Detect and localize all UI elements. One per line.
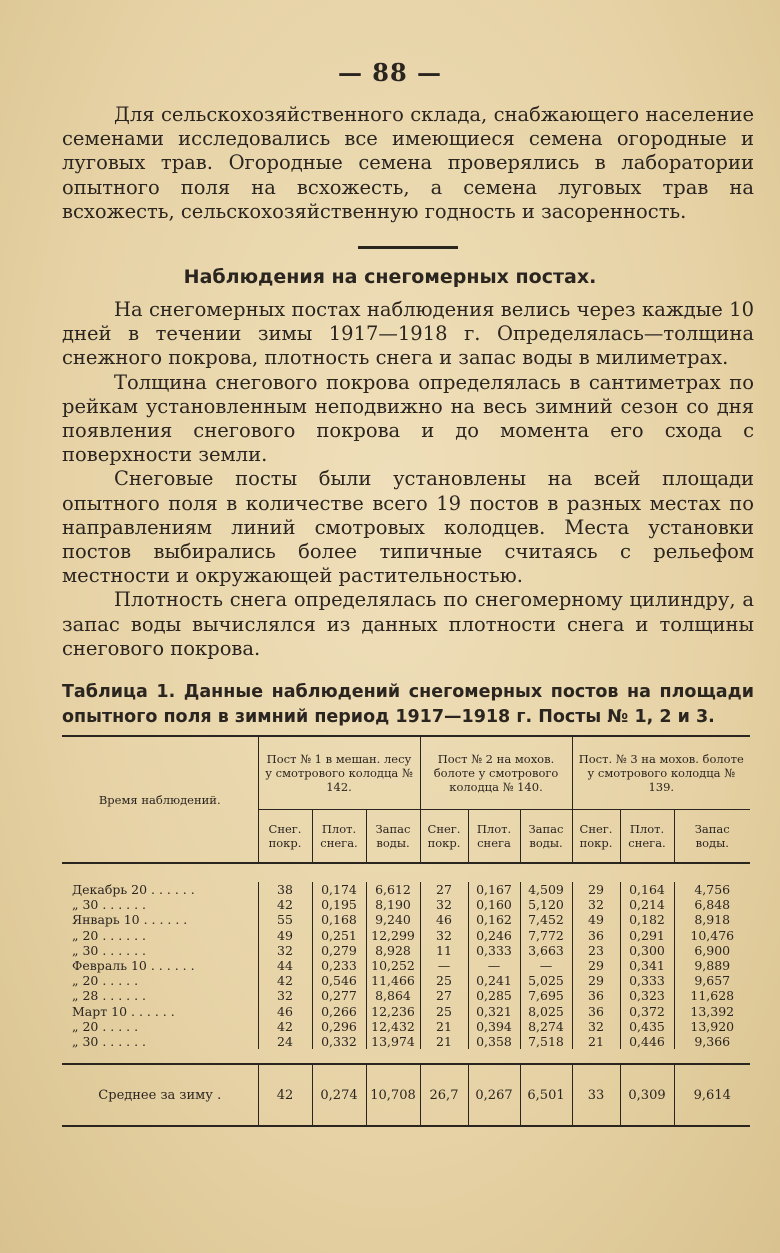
table-cell: — [420,958,468,973]
body-paragraph: Плотность снега определялась по снегомерному цилиндру, а запас воды вычислялся из данных плотности снега и толщины снегового покрова. [62,588,754,660]
table-cell: 8,928 [366,943,420,958]
table-cell: 42 [258,897,312,912]
average-row [62,1064,750,1126]
table-cell: 0,291 [620,928,674,943]
body-paragraph: Толщина снегового покрова определялась в сантиметрах по рейкам установленным неподвижно на весь зимний сезон со дня появления снегового покрова и до момента его схода с поверхности земли. [62,370,754,467]
table-cell: 9,366 [694,1033,731,1049]
table-cell: 25 [420,973,468,988]
table-cell: 32 [258,988,312,1003]
column-header: Снег. покр. [572,810,620,864]
table-cell: 25 [420,1004,468,1019]
table-cell: 6,900 [694,942,731,958]
body-paragraph: Снеговые посты были установлены на всей площади опытного поля в количестве всего 19 постов в разных местах по направлениям линий смотровых колодцев. Места установки постов выбирались более типичные считаясь с рельефом местности и окружающей растительностью. [62,467,754,588]
table-cell: 38 [258,882,312,897]
row-time-label: Февраль 10 . . . . . . [62,958,258,973]
table-cell: 44 [258,958,312,973]
table-cell: 7,452 [520,912,572,927]
table-cell: 12,236 [366,1004,420,1019]
group-header-post-1: Пост № 1 в мешан. лесу у смотрового колодца № 142. [258,736,420,810]
table-cell: 0,372 [620,1004,674,1019]
table-cell: 0,341 [620,958,674,973]
table-cell: 8,025 [520,1004,572,1019]
table-cell: 42 [258,1064,312,1126]
column-header: Запас воды. [520,810,572,864]
section-divider [358,246,458,249]
table-cell: 36 [572,1004,620,1019]
column-header: Запас воды. [366,810,420,864]
page-number: — 88 — [337,58,443,87]
table-cell: 0,279 [312,943,366,958]
column-header: Плот. снега. [312,810,366,864]
table-cell: 12,432 [366,1019,420,1034]
column-header: Плот. снега [468,810,520,864]
table-cell: 3,663 [520,943,572,958]
table-row [62,1004,750,1019]
column-header: Запас воды. [694,822,730,850]
column-header: Плот. снега. [620,810,674,864]
table-cell: 0,333 [468,943,520,958]
table-cell: 0,285 [468,988,520,1003]
table-cell: 10,252 [366,958,420,973]
table-cell: 9,614 [693,1087,731,1103]
table-cell: 0,300 [620,943,674,958]
table-cell: 36 [572,928,620,943]
table-cell: 29 [572,973,620,988]
table-cell: 0,333 [620,973,674,988]
intro-paragraph: Для сельскохозяйственного склада, снабжающего население семенами исследовались все имеющиеся семена огородные и луговых трав. Огородные семена проверялись в лаборатории опытного поля на всхожесть, а семена луговых трав на всхожесть, сельскохозяйственную годность и засоренность. [62,103,754,223]
row-time-label: „ 20 . . . . . [62,973,258,988]
table-cell: 0,241 [468,973,520,988]
body-text [62,298,754,661]
table-cell: 11,628 [690,988,735,1004]
table-cell: 11,466 [366,973,420,988]
table-cell: 24 [258,1034,312,1049]
table-caption: Таблица 1. Данные наблюдений снегомерных постов на площади опытного поля в зимний период 1917—1918 г. Посты № 1, 2 и 3. [62,682,754,727]
table-cell: 0,309 [620,1064,674,1126]
table-cell: 32 [258,943,312,958]
table-cell: 5,120 [520,897,572,912]
table-cell: 0,274 [312,1064,366,1126]
table-cell: 6,612 [366,882,420,897]
table-row [62,897,750,912]
table-cell: 46 [420,912,468,927]
table-cell: 0,246 [468,928,520,943]
table-cell: 55 [258,912,312,927]
table-row [62,882,750,897]
table-body [62,882,750,1049]
table-cell: 23 [572,943,620,958]
table-cell: 0,321 [468,1004,520,1019]
table-cell: 42 [258,973,312,988]
table-cell: 13,392 [690,1003,735,1019]
table-cell: — [468,958,520,973]
table-cell: 9,889 [694,958,731,974]
table-cell: 8,918 [694,912,731,928]
table-row [62,928,750,943]
table-cell: 7,695 [520,988,572,1003]
group-header-post-2: Пост № 2 на мохов. болоте у смотрового колодца № 140. [420,736,572,810]
table-cell: 42 [258,1019,312,1034]
section-heading: Наблюдения на снегомерных постах. [183,266,597,288]
column-header: Снег. покр. [420,810,468,864]
group-header-post-3: Пост. № 3 на мохов. болоте у смотрового колодца № 139. [578,752,744,794]
table-cell: 33 [572,1064,620,1126]
table-cell: 0,167 [468,882,520,897]
table-cell: 0,546 [312,973,366,988]
table-cell: 7,772 [520,928,572,943]
table-cell: 0,277 [312,988,366,1003]
table-cell: 5,025 [520,973,572,988]
row-time-label: Март 10 . . . . . . [62,1004,258,1019]
table-cell: 8,864 [366,988,420,1003]
table-cell: 9,657 [694,973,731,989]
average-label: Среднее за зиму . [62,1064,258,1126]
table-cell: 21 [420,1034,468,1049]
table-cell: 4,756 [694,882,731,898]
table-cell: 0,182 [620,912,674,927]
table-row [62,988,750,1003]
table-cell: 0,160 [468,897,520,912]
table-row [62,973,750,988]
table-cell: 0,162 [468,912,520,927]
table-cell: 11 [420,943,468,958]
table-cell: 32 [420,928,468,943]
table-cell: 6,848 [694,897,731,913]
table-cell: 26,7 [420,1064,468,1126]
table-cell: 32 [572,897,620,912]
row-time-label: „ 30 . . . . . . [62,943,258,958]
table-cell: 0,174 [312,882,366,897]
table-cell: 8,274 [520,1019,572,1034]
body-paragraph: На снегомерных постах наблюдения велись через каждые 10 дней в течении зимы 1917—1918 г. Определялась—толщина снежного покрова, плотность снега и запас воды в милиметрах. [62,298,754,370]
table-cell: 21 [572,1034,620,1049]
table-row [62,1019,750,1034]
table-row [62,1034,750,1049]
table-cell: 21 [420,1019,468,1034]
table-cell: 0,195 [312,897,366,912]
table-cell: 0,233 [312,958,366,973]
table-cell: 32 [572,1019,620,1034]
table-cell: 29 [572,882,620,897]
table-cell: 7,518 [520,1034,572,1049]
row-time-label: „ 28 . . . . . . [62,988,258,1003]
row-time-label: Январь 10 . . . . . . [62,912,258,927]
table-cell: 13,974 [366,1034,420,1049]
table-cell: 6,501 [520,1064,572,1126]
table-cell: 0,214 [620,897,674,912]
table-cell: 29 [572,958,620,973]
snow-observation-table [62,735,750,1127]
table-cell: 32 [420,897,468,912]
table-cell: 0,446 [620,1034,674,1049]
time-header: Время наблюдений. [62,736,258,863]
table-cell: 0,267 [468,1064,520,1126]
row-time-label: „ 30 . . . . . . [62,897,258,912]
table-cell: 0,394 [468,1019,520,1034]
table-cell: 46 [258,1004,312,1019]
table-cell: 36 [572,988,620,1003]
table-cell: 0,296 [312,1019,366,1034]
table-cell: 49 [258,928,312,943]
table-cell: 49 [572,912,620,927]
table-cell: 4,509 [520,882,572,897]
row-time-label: „ 30 . . . . . . [62,1034,258,1049]
table-cell: 0,358 [468,1034,520,1049]
table-cell: — [520,958,572,973]
table-cell: 27 [420,882,468,897]
table-cell: 10,708 [366,1064,420,1126]
row-time-label: „ 20 . . . . . . [62,928,258,943]
table-cell: 0,435 [620,1019,674,1034]
table-row [62,943,750,958]
table-cell: 13,920 [690,1018,735,1034]
table-cell: 0,323 [620,988,674,1003]
table-cell: 8,190 [366,897,420,912]
column-header: Снег. покр. [258,810,312,864]
table-row [62,912,750,927]
row-time-label: „ 20 . . . . . [62,1019,258,1034]
table-cell: 0,332 [312,1034,366,1049]
table-cell: 0,266 [312,1004,366,1019]
table-cell: 0,168 [312,912,366,927]
table-cell: 9,240 [366,912,420,927]
table-cell: 0,164 [620,882,674,897]
table-row [62,958,750,973]
table-cell: 0,251 [312,928,366,943]
row-time-label: Декабрь 20 . . . . . . [62,882,258,897]
table-cell: 10,476 [690,927,735,943]
table-cell: 12,299 [366,928,420,943]
table-cell: 27 [420,988,468,1003]
